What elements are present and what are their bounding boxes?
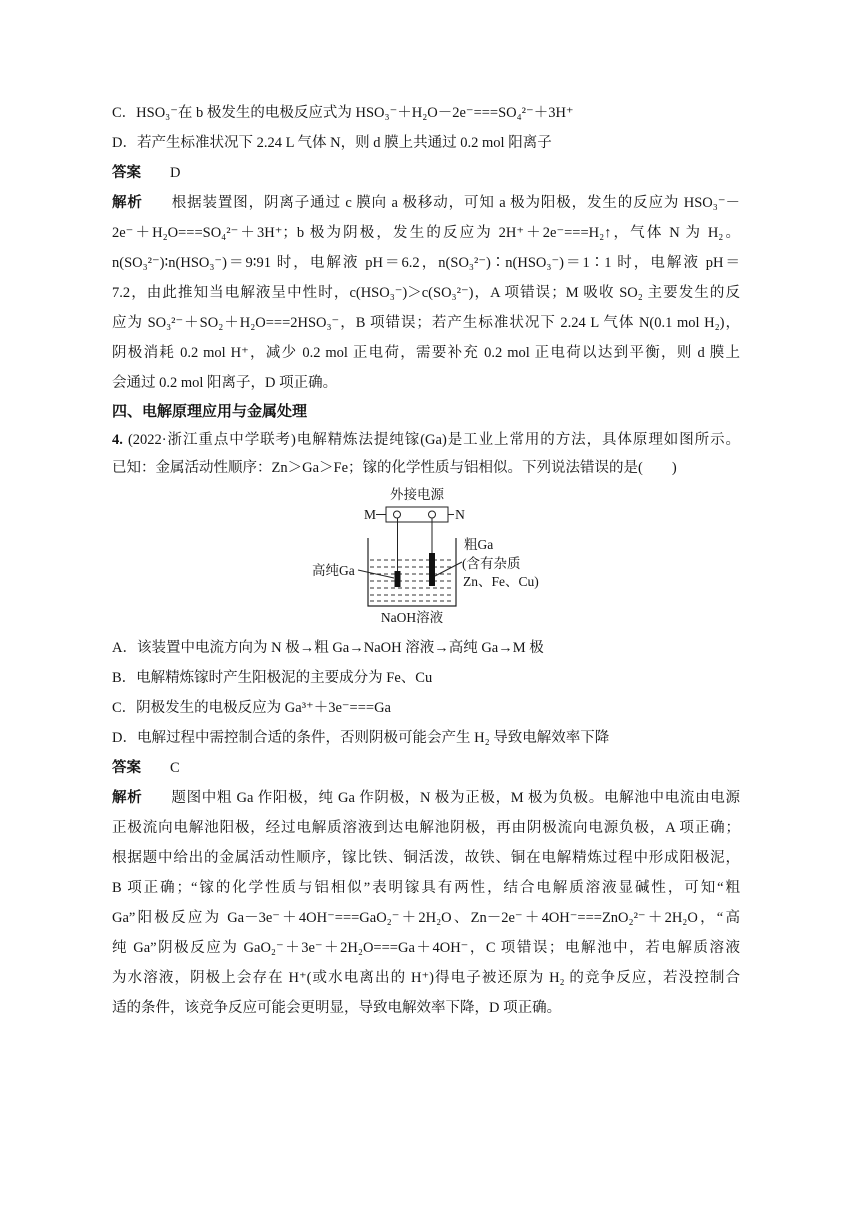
q4-analysis-line-1: [112, 783, 740, 813]
answer-value: C: [170, 760, 180, 776]
answer-label: 答案: [112, 760, 141, 776]
q4-analysis-line-6: 纯 Ga”阴极反应为 GaO₂⁻＋3e⁻＋2H₂O===Ga＋4OH⁻，C 项错误；电解池中，若电解质溶液: [112, 940, 740, 956]
q4-analysis-line-2: 正极流向电解池阳极，经过电解质溶液到达电解池阴极，再由阴极流向电源负极，A 项正确；: [112, 820, 740, 836]
q4-stem-line-2: 已知：金属活动性顺序：Zn＞Ga＞Fe；镓的化学性质与铝相似。下列说法错误的是( ): [112, 460, 677, 476]
q3-answer: [112, 158, 740, 188]
q4-option-b: B．电解精炼镓时产生阳极泥的主要成分为 Fe、Cu: [112, 670, 433, 686]
analysis-text: 题图中粗 Ga 作阳极，纯 Ga 作阴极，N 极为正极，M 极为负极。电解池中电流由电源: [171, 790, 740, 806]
q4-analysis-line-7: 为水溶液，阴极上会存在 H⁺(或水电离出的 H⁺)得电子被还原为 H₂ 的竞争反应，若没控制合: [112, 970, 740, 986]
q4-analysis-line-3: 根据题中给出的金属活动性顺序，镓比铁、铜活泼，故铁、铜在电解精炼过程中形成阳极泥，: [112, 850, 740, 866]
diagram-container: [112, 482, 740, 628]
q3-analysis-line-3: n(SO₃²⁻)∶n(HSO₃⁻)＝9∶91 时，电解液 pH＝6.2，n(SO₃²⁻)∶n(HSO₃⁻)＝1∶1 时，电解液 pH＝: [112, 255, 740, 271]
q3-analysis-line-5: 应为 SO₃²⁻＋SO₂＋H₂O===2HSO₃⁻，B 项错误；若产生标准状况下 2.24 L 气体 N(0.1 mol H₂)，: [112, 315, 740, 331]
question-number: 4.: [112, 432, 123, 448]
page-content: [112, 98, 740, 1023]
question-stem-text: 电解精炼法提纯镓(Ga)是工业上常用的方法，具体原理如图所示。: [295, 432, 740, 448]
answer-label: 答案: [112, 165, 141, 181]
q4-answer: [112, 753, 740, 783]
q4-stem-line-1: [112, 426, 740, 454]
n-pole-label: N: [455, 507, 465, 522]
q4-analysis-line-5: Ga”阳极反应为 Ga－3e⁻＋4OH⁻===GaO₂⁻＋2H₂O、Zn－2e⁻＋4OH⁻===ZnO₂²⁻＋2H₂O，“高: [112, 910, 740, 926]
impurity-label-line2: Zn、Fe、Cu): [463, 574, 539, 589]
terminal-left: [394, 511, 401, 518]
pure-ga-electrode: [395, 571, 401, 587]
section-heading: 四、电解原理应用与金属处理: [112, 404, 308, 420]
analysis-text: 根据装置图，阴离子通过 c 膜向 a 极移动，可知 a 极为阳极，发生的反应为 HSO₃⁻－: [171, 195, 740, 211]
q3-analysis-line-4: 7.2，由此推知当电解液呈中性时，c(HSO₃⁻)＞c(SO₃²⁻)，A 项错误；M 吸收 SO₂ 主要发生的反: [112, 285, 740, 301]
power-source-label: 外接电源: [390, 487, 444, 502]
electrolyte-liquid: [370, 560, 454, 601]
q3-analysis-line-7: 会通过 0.2 mol 阳离子，D 项正确。: [112, 375, 338, 391]
analysis-label: 解析: [112, 790, 143, 806]
q4-analysis-line-4: B 项正确；“镓的化学性质与铝相似”表明镓具有两性，结合电解质溶液显碱性，可知“粗: [112, 880, 740, 896]
impurity-label-line1: (含有杂质: [462, 556, 521, 571]
q4-option-c: C．阴极发生的电极反应为 Ga³⁺＋3e⁻===Ga: [112, 700, 391, 716]
answer-value: D: [170, 165, 181, 181]
q4-option-d: D．电解过程中需控制合适的条件，否则阴极可能会产生 H₂ 导致电解效率下降: [112, 730, 610, 746]
analysis-label: 解析: [112, 195, 143, 211]
m-pole-label: M: [363, 507, 377, 522]
q4-analysis-line-8: 适的条件，该竞争反应可能会更明显，导致电解效率下降，D 项正确。: [112, 1000, 562, 1016]
electrolyte-label: NaOH溶液: [380, 610, 444, 625]
q3-option-c: C．HSO₃⁻在 b 极发生的电极反应式为 HSO₃⁻＋H₂O－2e⁻===SO₄²⁻＋3H⁺: [112, 105, 574, 121]
electrolysis-diagram: [306, 482, 556, 628]
q4-option-a: A．该装置中电流方向为 N 极→粗 Ga→NaOH 溶液→高纯 Ga→M 极: [112, 640, 544, 656]
q3-option-d: D．若产生标准状况下 2.24 L 气体 N，则 d 膜上共通过 0.2 mol 阳离子: [112, 135, 552, 151]
q3-analysis-line-6: 阴极消耗 0.2 mol H⁺，减少 0.2 mol 正电荷，需要补充 0.2 mol 正电荷以达到平衡，则 d 膜上: [112, 345, 740, 361]
question-source: (2022·浙江重点中学联考): [127, 432, 296, 448]
terminal-right: [429, 511, 436, 518]
q3-analysis-line-2: 2e⁻＋H₂O===SO₄²⁻＋3H⁺；b 极为阴极，发生的反应为 2H⁺＋2e⁻===H₂↑，气体 N 为 H₂。: [112, 225, 740, 241]
crude-ga-label: 粗Ga: [464, 537, 494, 552]
q3-analysis-line-1: [112, 188, 740, 218]
pure-ga-label: 高纯Ga: [312, 563, 355, 578]
crude-ga-electrode: [429, 553, 435, 586]
pure-ga-leader: [358, 570, 394, 578]
